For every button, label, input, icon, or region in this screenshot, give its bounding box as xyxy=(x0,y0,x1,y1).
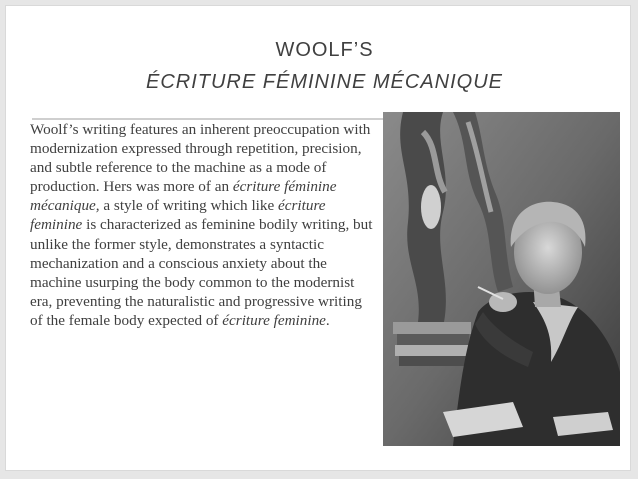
italic-term: écriture feminine xyxy=(30,197,326,234)
italic-term: écriture féminine mécanique, xyxy=(30,178,337,215)
title-line-2: ÉCRITURE FÉMININE MÉCANIQUE xyxy=(145,71,504,93)
body-text-segment: Woolf’s writing features an inherent preoccupation with modernization expressed through repetition, precision, and subtle reference to the machine as a mode of production. Hers was more of an xyxy=(30,121,371,196)
italic-term: écriture feminine xyxy=(222,311,326,329)
slide-title xyxy=(32,22,617,120)
body-text-segment: a style of writing which like xyxy=(99,197,279,215)
portrait-photo xyxy=(383,112,620,446)
title-line-1: WOOLF’S xyxy=(275,39,374,61)
body-text-segment: is characterized as feminine bodily writing, but unlike the former style, demonstrates a syntactic mechanization and a conscious anxiety about the machine usurping the body common to the modernist era, preventing the naturalistic and progressive writing of the female body expected of xyxy=(30,216,373,329)
body-text-segment: . xyxy=(325,311,330,329)
portrait-photo-illustration xyxy=(383,112,620,446)
body-paragraph xyxy=(30,120,375,330)
